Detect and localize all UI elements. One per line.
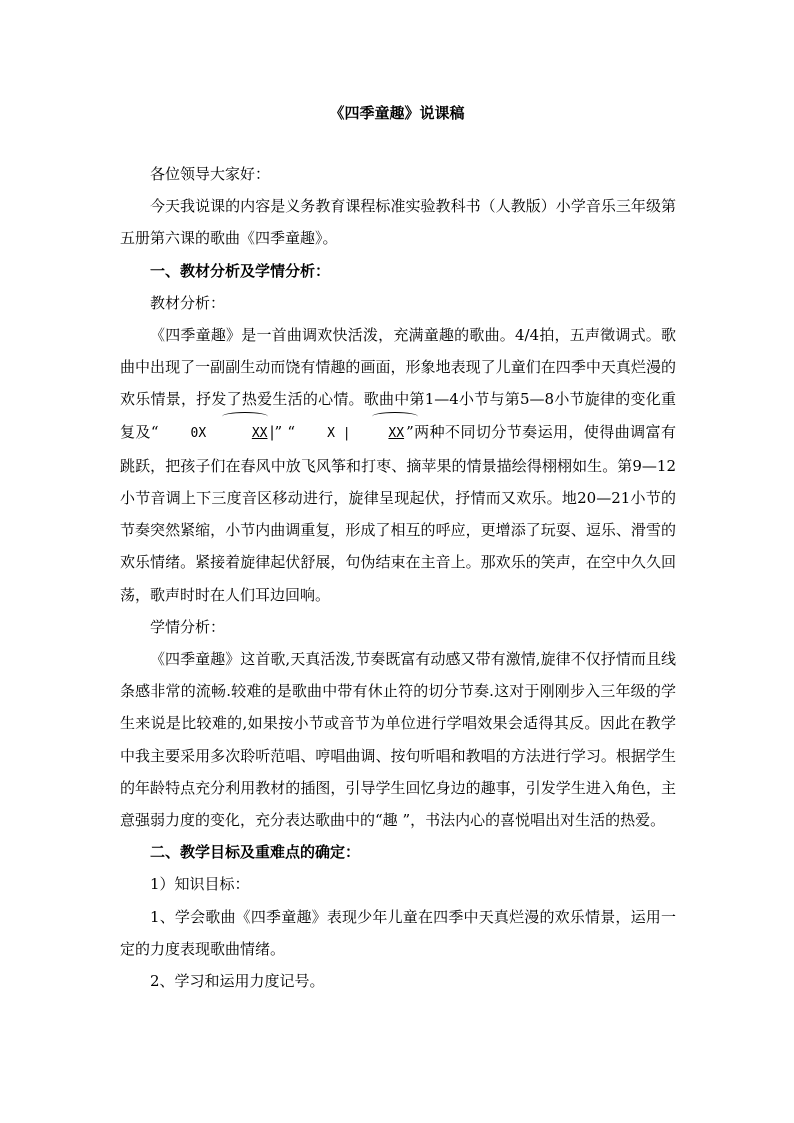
rhythm-notation-2 (297, 418, 404, 450)
rhythm-2-a: X (327, 425, 335, 441)
rhythm-1-b-wrap (222, 418, 268, 450)
document-body (120, 158, 676, 997)
rhythm-2-b: XX (388, 425, 405, 441)
rhythm-2-sep: | (334, 425, 359, 441)
knowledge-goal-1: 1、学会歌曲《四季童趣》表现少年儿童在四季中天真烂漫的欢乐情景，运用一定的力度表现歌曲情绪。 (120, 907, 676, 958)
rhythm-1-b: XX (251, 425, 268, 441)
rhythm-1-a: 0X (190, 425, 207, 441)
textbook-analysis-paragraph (120, 319, 676, 611)
learner-analysis-paragraph: 《四季童趣》这首歌,天真活泼,节奏既富有动感又带有激情,旋律不仅抒情而且线条感非常的流畅.较难的是歌曲中带有休止符的切分节奏.这对于刚刚步入三年级的学生来说是比较难的,如果按小节或音节为单位进行学唱效果会适得其反。因此在教学中我主要采用多次聆听范唱、哼唱曲调、按句听唱和教唱的方法进行学习。根据学生的年龄特点充分利用教材的插图，引导学生回忆身边的趣事，引发学生进入角色，主意强弱力度的变化，充分表达歌曲中的“趣 ”，书法内心的喜悦唱出对生活的热爱。 (120, 650, 676, 830)
learner-analysis-label: 学情分析： (150, 617, 226, 636)
section-heading-goals: 二、教学目标及重难点的确定： (150, 843, 361, 862)
textbook-analysis-label: 教材分析： (150, 293, 226, 312)
knowledge-goal-2: 2、学习和运用力度记号。 (150, 972, 325, 991)
greeting-paragraph: 各位领导大家好： (150, 165, 271, 183)
intro-paragraph: 今天我说课的内容是义务教育课程标准实验教科书（人教版）小学音乐三年级第五册第六课的歌曲《四季童趣》。 (120, 197, 676, 248)
tie-arc-icon (372, 412, 418, 421)
section-heading-analysis: 一、教材分析及学情分析： (150, 261, 331, 280)
textbook-text-part-b: ”两种不同切分节奏运用，使得曲调富有跳跃，把孩子们在春风中放飞风筝和打枣、摘苹果的情景描绘得栩栩如生。第9—12小节音调上下三度音区移动进行，旋律呈现起伏，抒情而又欢乐。地20—21小节的节奏突然紧缩，小节内曲调重复，形成了相互的呼应，更增添了玩耍、逗乐、滑雪的欢乐情绪。紧接着旋律起伏舒展，句伪结束在主音上。那欢乐的笑声，在空中久久回荡，歌声时时在人们耳边回响。 (120, 422, 676, 604)
knowledge-goal-label: 1）知识目标： (150, 875, 250, 894)
rhythm-separator: |” “ (269, 422, 296, 441)
document-title: 《四季童趣》说课稿 (329, 104, 465, 122)
textbook-text-part-a: 《四季童趣》是一首曲调欢快活泼，充满童趣的歌曲。4/4拍，五声徵调式。歌曲中出现了一副副生动而饶有情趣的画面，形象地表现了儿童们在四季中天真烂漫的欢乐情景，抒发了热爱生活的心情。歌曲中第1—4小节与第5—8小节旋律的变化重复及“ (120, 326, 676, 441)
tie-arc-icon (222, 412, 268, 421)
rhythm-notation-1 (161, 418, 268, 450)
rhythm-2-b-wrap (358, 418, 404, 450)
